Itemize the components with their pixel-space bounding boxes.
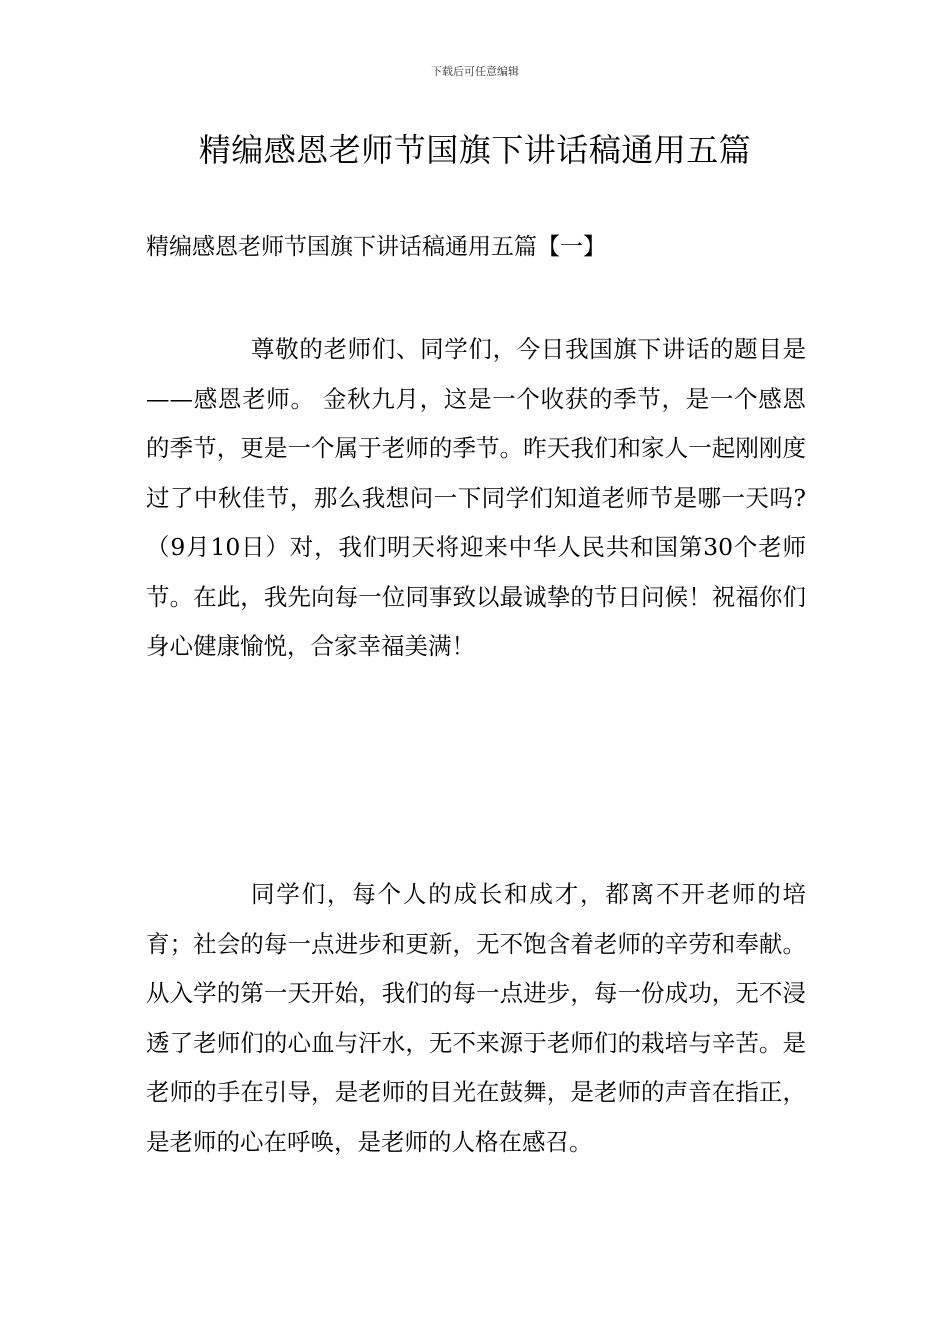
- body-paragraph-1: 尊敬的老师们、同学们，今日我国旗下讲话的题目是——感恩老师。 金秋九月，这是一个收获的季节，是一个感恩的季节，更是一个属于老师的季节。昨天我们和家人一起刚刚度过了中秋佳节，那么我想问一下同学们知道老师节是哪一天吗?（9月10日）对，我们明天将迎来中华人民共和国第30个老师节。在此，我先向每一位同事致以最诚挚的节日问候！祝福你们身心健康愉悦，合家幸福美满！: [146, 335, 806, 660]
- section-heading: 精编感恩老师节国旗下讲话稿通用五篇【一】: [146, 234, 606, 260]
- document-title: 精编感恩老师节国旗下讲话稿通用五篇: [198, 131, 752, 169]
- body-paragraph-2: 同学们，每个人的成长和成才，都离不开老师的培育；社会的每一点进步和更新，无不饱含着老师的辛劳和奉献。从入学的第一天开始，我们的每一点进步，每一份成功，无不浸透了老师们的心血与汗水，无不来源于老师们的栽培与辛苦。是老师的手在引导，是老师的目光在鼓舞，是老师的声音在指正，是老师的心在呼唤，是老师的人格在感召。: [146, 880, 806, 1156]
- header-note: 下载后可任意编辑: [431, 65, 519, 78]
